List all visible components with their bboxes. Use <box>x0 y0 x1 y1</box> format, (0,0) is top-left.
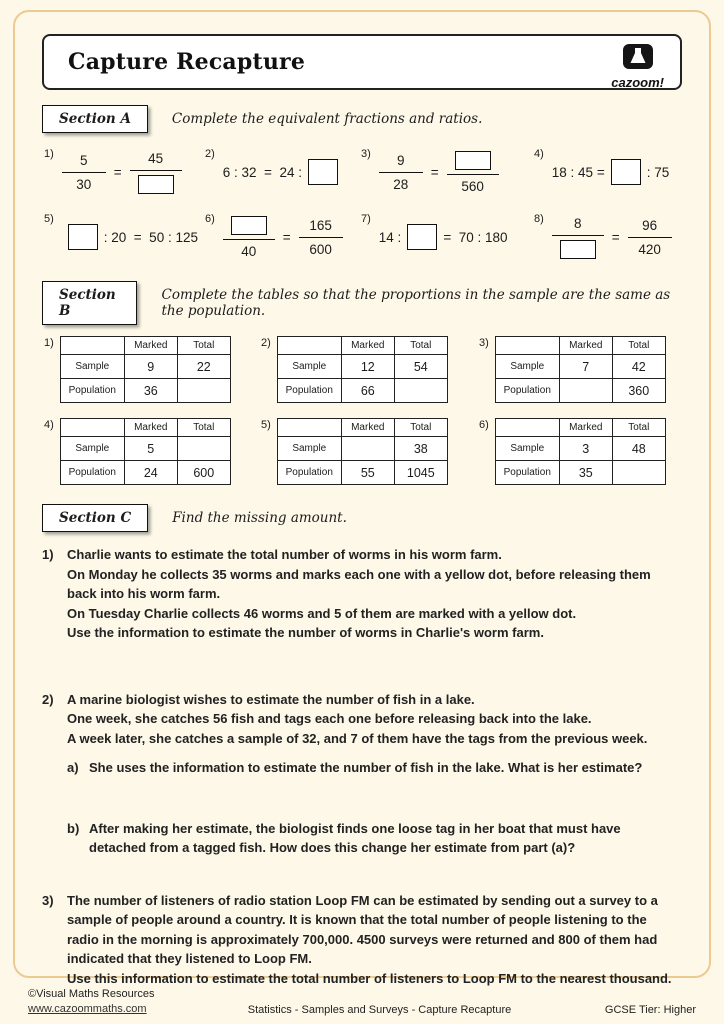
corner-cell <box>60 419 124 437</box>
ratio-expression: 18 : 45 = <box>551 164 605 180</box>
cell-population-total: 360 <box>612 379 665 403</box>
proportion-table-3 <box>495 336 666 403</box>
page-title: Capture Recapture <box>68 49 306 75</box>
part-text: She uses the information to estimate the number of fish in the lake. What is her estimate? <box>89 760 643 775</box>
text-line: Use this information to estimate the total number of listeners to Loop FM to the nearest thousand. <box>67 970 672 986</box>
equals-sign: = <box>611 229 620 245</box>
cazoom-logo <box>611 44 664 90</box>
equals-sign: = <box>282 229 291 245</box>
text-line: The number of listeners of radio station Loop FM can be estimated by sending out a survey to a sample of people around a country. It is known that the total number of people listening to the radio in the morning is approximately 700,000. 4500 surveys were returned and 800 of them had indicated that they listened to Loop FM. <box>67 892 658 966</box>
row-header-sample: Sample <box>495 355 559 379</box>
problem-number: 8) <box>534 213 544 225</box>
section-b-row-1 <box>42 336 682 403</box>
cell-sample-total: 22 <box>177 355 230 379</box>
table-block-4 <box>44 418 261 485</box>
answer-box[interactable] <box>68 224 98 250</box>
fraction-numerator: 5 <box>80 152 88 168</box>
fraction-right <box>130 150 182 195</box>
fraction-right <box>628 217 672 258</box>
answer-box[interactable] <box>407 224 437 250</box>
section-b-head <box>42 281 682 325</box>
section-c-problems <box>42 545 682 988</box>
fraction-left <box>552 215 604 260</box>
row-header-population: Population <box>277 379 341 403</box>
problem-number: 4) <box>534 148 544 160</box>
fraction-denominator: 30 <box>62 172 106 193</box>
table-number: 5) <box>261 419 271 431</box>
text-line: On Tuesday Charlie collects 46 worms and 5 of them are marked with a yellow dot. <box>67 605 577 621</box>
proportion-table-1 <box>60 336 231 403</box>
cell-sample-marked: 5 <box>124 437 177 461</box>
answer-cell-population-total[interactable] <box>612 461 665 485</box>
proportion-table-5 <box>277 418 448 485</box>
equals-sign: = <box>430 164 439 180</box>
row-header-population: Population <box>495 379 559 403</box>
table-block-5 <box>261 418 479 485</box>
section-a-row-2 <box>42 211 682 263</box>
col-header-marked: Marked <box>559 419 612 437</box>
part-letter: b) <box>67 820 80 836</box>
row-header-sample: Sample <box>277 437 341 461</box>
cell-population-marked: 66 <box>341 379 394 403</box>
problem-number: 5) <box>44 213 54 225</box>
cell-sample-total: 38 <box>394 437 447 461</box>
problem-number: 7) <box>361 213 371 225</box>
col-header-total: Total <box>394 419 447 437</box>
problem-a4 <box>534 146 682 198</box>
row-header-sample: Sample <box>60 355 124 379</box>
problem-text <box>67 690 682 858</box>
fraction-numerator <box>223 215 275 239</box>
fraction-numerator: 45 <box>148 150 164 166</box>
section-a-instruction: Complete the equivalent fractions and ratios. <box>171 111 483 127</box>
row-header-population: Population <box>277 461 341 485</box>
answer-cell-population-total[interactable] <box>394 379 447 403</box>
answer-cell-sample-marked[interactable] <box>341 437 394 461</box>
fraction-denominator: 40 <box>223 239 275 260</box>
problem-a7 <box>361 211 534 263</box>
corner-cell <box>495 419 559 437</box>
col-header-total: Total <box>612 419 665 437</box>
col-header-total: Total <box>177 419 230 437</box>
col-header-marked: Marked <box>124 337 177 355</box>
table-block-1 <box>44 336 261 403</box>
problem-number: 2) <box>205 148 215 160</box>
footer-tier: GCSE Tier: Higher <box>604 1004 696 1016</box>
fraction-denominator: 420 <box>628 237 672 258</box>
cell-sample-marked: 7 <box>559 355 612 379</box>
ratio-expression: = 70 : 180 <box>443 229 508 245</box>
col-header-marked: Marked <box>341 337 394 355</box>
proportion-table-6 <box>495 418 666 485</box>
cell-population-marked: 24 <box>124 461 177 485</box>
ratio-expression: : 20 = 50 : 125 <box>103 229 198 245</box>
corner-cell <box>277 337 341 355</box>
part-text: After making her estimate, the biologist finds one loose tag in her boat that must have detached from a tagged fish. How does this change her estimate from part (a)? <box>89 820 621 855</box>
answer-box[interactable] <box>611 159 641 185</box>
fraction-denominator: 600 <box>299 237 343 258</box>
part-letter: a) <box>67 760 79 775</box>
corner-cell <box>277 419 341 437</box>
cell-sample-marked: 3 <box>559 437 612 461</box>
fraction-denominator: 28 <box>379 172 423 193</box>
answer-cell-sample-total[interactable] <box>177 437 230 461</box>
fraction-denominator <box>130 170 182 195</box>
cazoom-logo-text: cazoom! <box>611 75 664 90</box>
cell-population-marked: 36 <box>124 379 177 403</box>
fraction-left <box>223 215 275 260</box>
text-line: A week later, she catches a sample of 32, and 7 of them have the tags from the previous week. <box>67 730 648 746</box>
col-header-total: Total <box>394 337 447 355</box>
section-a-row-1 <box>42 146 682 198</box>
row-header-population: Population <box>60 461 124 485</box>
ratio-expression: : 75 <box>646 164 670 180</box>
copyright-text: ©Visual Maths Resources <box>28 988 155 1001</box>
problem-number: 2) <box>42 691 54 707</box>
section-b-instruction: Complete the tables so that the proportions in the sample are the same as the population. <box>161 287 671 319</box>
row-header-population: Population <box>60 379 124 403</box>
col-header-total: Total <box>177 337 230 355</box>
cell-sample-marked: 12 <box>341 355 394 379</box>
ratio-expression: 6 : 32 = 24 : <box>222 164 302 180</box>
footer-topic: Statistics - Samples and Surveys - Capture Recapture <box>247 1004 512 1016</box>
page-footer <box>0 987 724 1017</box>
text-line: A marine biologist wishes to estimate the number of fish in a lake. <box>67 691 475 707</box>
section-b-row-2 <box>42 418 682 485</box>
cell-population-total: 1045 <box>394 461 447 485</box>
cell-population-marked: 35 <box>559 461 612 485</box>
answer-box[interactable] <box>138 175 174 194</box>
text-line: On Monday he collects 35 worms and marks each one with a yellow dot, before releasing them back into his worm farm. <box>67 566 651 601</box>
text-line: One week, she catches 56 fish and tags each one before releasing back into the lake. <box>67 711 592 726</box>
problem-number: 6) <box>205 213 215 225</box>
table-number: 6) <box>479 419 489 431</box>
fraction-numerator <box>447 150 499 174</box>
table-number: 2) <box>261 337 271 349</box>
row-header-sample: Sample <box>60 437 124 461</box>
cell-sample-total: 54 <box>394 355 447 379</box>
answer-cell-population-marked[interactable] <box>559 379 612 403</box>
table-block-2 <box>261 336 479 403</box>
problem-a6 <box>205 211 361 263</box>
problem-a5 <box>44 211 205 263</box>
fraction-denominator <box>552 235 604 260</box>
cell-sample-total: 48 <box>612 437 665 461</box>
problem-c2-part-a <box>67 758 678 778</box>
fraction-numerator: 8 <box>574 215 582 231</box>
problem-a8 <box>534 211 682 263</box>
problem-text <box>67 891 682 989</box>
problem-number: 3) <box>361 148 371 160</box>
fraction-left <box>379 152 423 193</box>
section-c-label: Section C <box>42 504 148 532</box>
problem-c2-part-b <box>67 819 678 858</box>
fraction-numerator: 96 <box>642 217 658 233</box>
problem-c2 <box>42 690 682 858</box>
col-header-marked: Marked <box>124 419 177 437</box>
ratio-expression: 14 : <box>378 229 402 245</box>
footer-left <box>28 987 213 1017</box>
cell-sample-marked: 9 <box>124 355 177 379</box>
text-line: Use the information to estimate the number of worms in Charlie's worm farm. <box>67 625 544 640</box>
text-line: Charlie wants to estimate the total number of worms in his worm farm. <box>67 547 502 562</box>
website-link[interactable]: www.cazoommaths.com <box>28 1003 147 1016</box>
section-a-label: Section A <box>42 105 148 133</box>
fraction-denominator: 560 <box>447 174 499 195</box>
answer-box[interactable] <box>560 240 596 259</box>
col-header-total: Total <box>612 337 665 355</box>
row-header-sample: Sample <box>495 437 559 461</box>
table-number: 3) <box>479 337 489 349</box>
proportion-table-2 <box>277 336 448 403</box>
worksheet-header <box>42 34 682 90</box>
answer-cell-population-total[interactable] <box>177 379 230 403</box>
problem-number: 1) <box>44 148 54 160</box>
proportion-table-4 <box>60 418 231 485</box>
problem-number: 3) <box>42 892 54 908</box>
table-block-6 <box>479 418 682 485</box>
answer-box[interactable] <box>455 151 491 170</box>
fraction-left <box>62 152 106 193</box>
fraction-right <box>299 217 343 258</box>
fraction-right <box>447 150 499 195</box>
row-header-population: Population <box>495 461 559 485</box>
row-header-sample: Sample <box>277 355 341 379</box>
corner-cell <box>495 337 559 355</box>
problem-a1 <box>44 146 205 198</box>
answer-box[interactable] <box>308 159 338 185</box>
section-a-head <box>42 105 682 133</box>
fraction-numerator: 9 <box>397 152 405 168</box>
cell-sample-total: 42 <box>612 355 665 379</box>
fraction-numerator: 165 <box>309 217 332 233</box>
cell-population-marked: 55 <box>341 461 394 485</box>
section-b-label: Section B <box>42 281 137 325</box>
answer-box[interactable] <box>231 216 267 235</box>
cazoom-logo-icon <box>623 44 653 74</box>
table-number: 1) <box>44 337 54 349</box>
problem-number: 1) <box>42 547 54 562</box>
table-number: 4) <box>44 419 54 431</box>
section-c-head <box>42 504 682 532</box>
col-header-marked: Marked <box>559 337 612 355</box>
equals-sign: = <box>113 164 122 180</box>
cell-population-total: 600 <box>177 461 230 485</box>
problem-text <box>67 545 682 643</box>
section-c-instruction: Find the missing amount. <box>172 510 347 526</box>
table-block-3 <box>479 336 682 403</box>
problem-a2 <box>205 146 361 198</box>
problem-a3 <box>361 146 534 198</box>
corner-cell <box>60 337 124 355</box>
problem-c1 <box>42 545 682 643</box>
col-header-marked: Marked <box>341 419 394 437</box>
problem-c3 <box>42 891 682 989</box>
